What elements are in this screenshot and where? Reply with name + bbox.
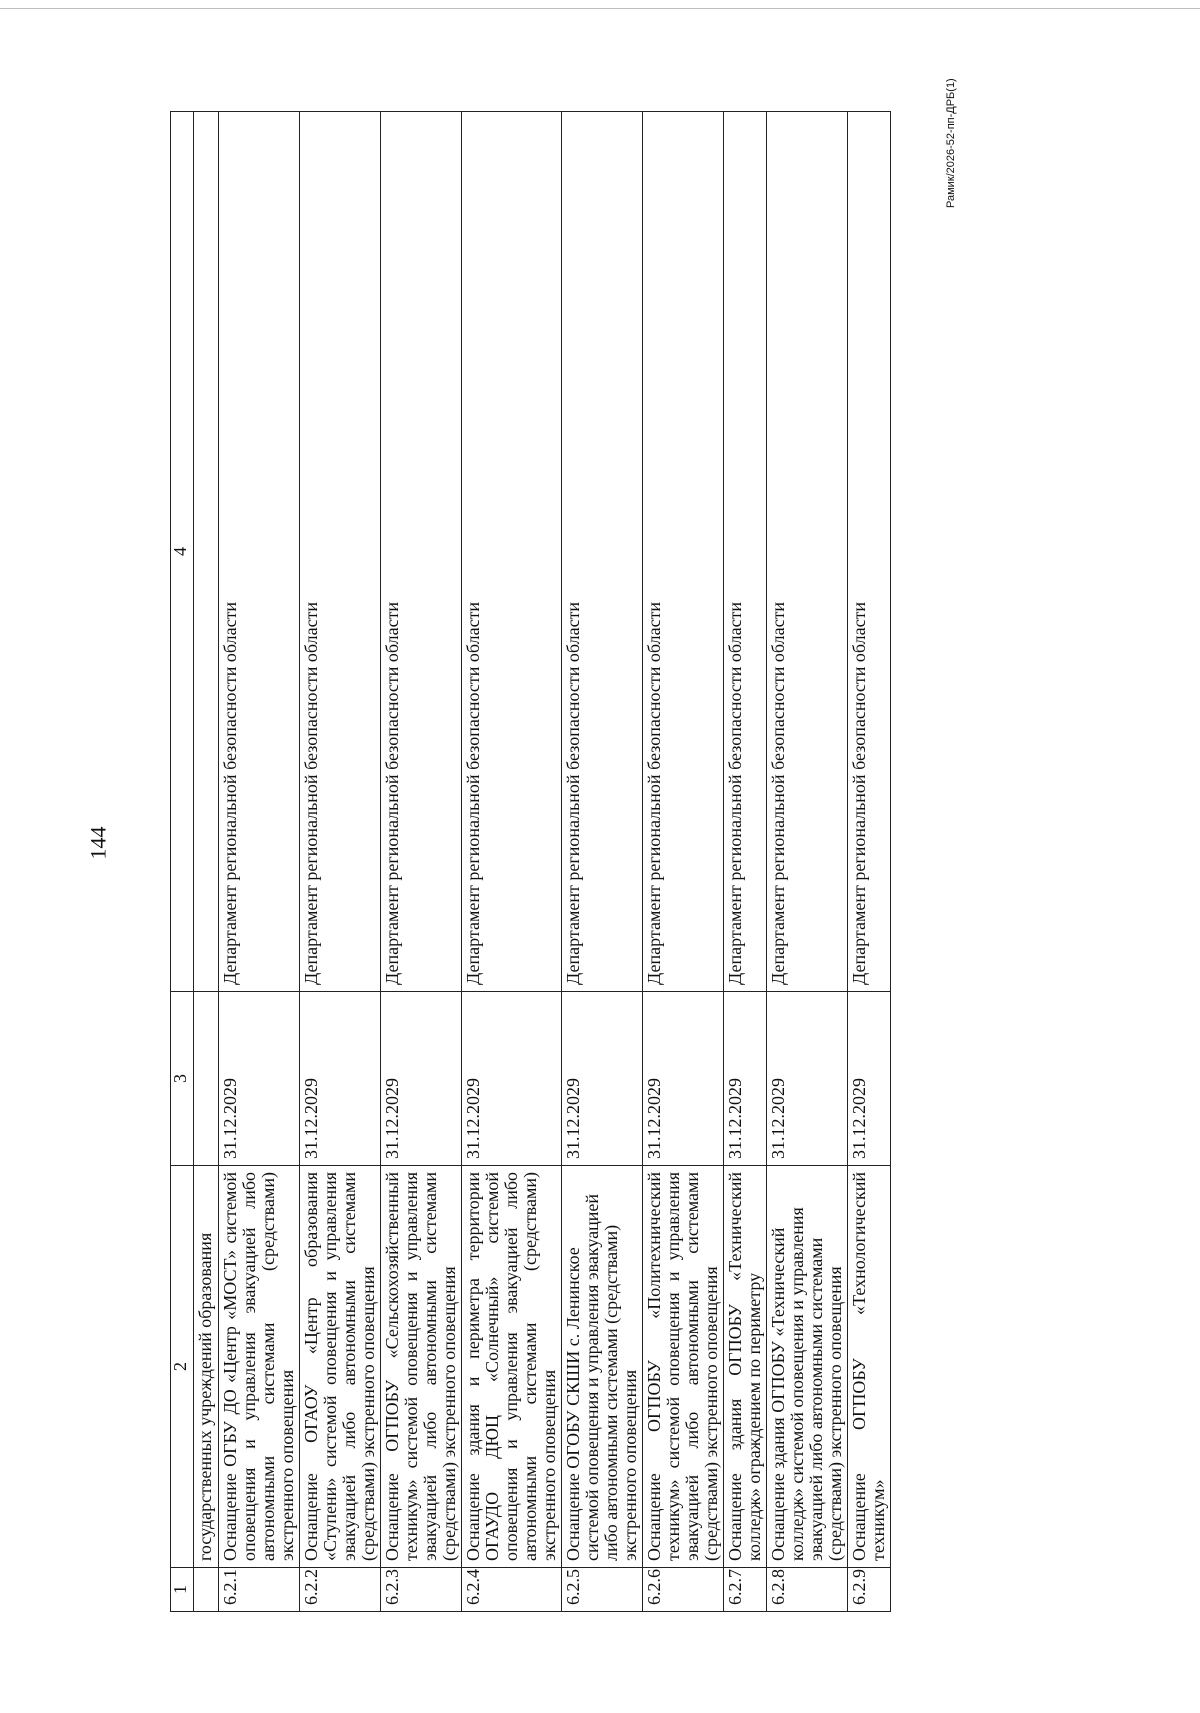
row-executor: Департамент региональной безопасности области bbox=[381, 112, 462, 992]
row-description: Оснащение ОГПОБУ «Технологический техникум» bbox=[848, 1166, 891, 1568]
row-description: Оснащение ОГАОУ «Центр образования «Ступени» системой оповещения и управления эвакуацией либо автономными системами (средствами) экстренного оповещения bbox=[300, 1166, 381, 1568]
row-number: 6.2.4 bbox=[462, 1568, 562, 1612]
section-tail-date bbox=[194, 992, 219, 1166]
table-row bbox=[724, 112, 767, 1612]
row-executor: Департамент региональной безопасности области bbox=[848, 112, 891, 992]
rotated-sheet bbox=[170, 112, 1142, 1612]
top-border-line bbox=[0, 0, 1200, 9]
page-number: 144 bbox=[85, 826, 111, 860]
header-col-3: 3 bbox=[171, 992, 194, 1166]
table-row bbox=[767, 112, 848, 1612]
row-description: Оснащение ОГПОБУ «Политехнический техникум» системой оповещения и управления эвакуацией либо автономными системами (средствами) экстренного оповещения bbox=[643, 1166, 724, 1568]
plan-table bbox=[170, 111, 891, 1612]
row-executor: Департамент региональной безопасности области bbox=[767, 112, 848, 992]
row-date: 31.12.2029 bbox=[462, 992, 562, 1166]
header-col-2: 2 bbox=[171, 1166, 194, 1568]
row-executor: Департамент региональной безопасности области bbox=[643, 112, 724, 992]
row-date: 31.12.2029 bbox=[767, 992, 848, 1166]
row-executor: Департамент региональной безопасности области bbox=[300, 112, 381, 992]
row-number: 6.2.5 bbox=[562, 1568, 643, 1612]
row-number: 6.2.1 bbox=[219, 1568, 300, 1612]
row-description: Оснащение ОГОБУ СКШИ с. Ленинское системой оповещения и управления эвакуацией либо автономными системами (средствами) экстренного оповещения bbox=[562, 1166, 643, 1568]
row-date: 31.12.2029 bbox=[848, 992, 891, 1166]
row-executor: Департамент региональной безопасности области bbox=[219, 112, 300, 992]
table-row bbox=[300, 112, 381, 1612]
row-description: Оснащение здания ОГПОБУ «Технический колледж» ограждением по периметру bbox=[724, 1166, 767, 1568]
table-row bbox=[643, 112, 724, 1612]
row-date: 31.12.2029 bbox=[381, 992, 462, 1166]
table-row bbox=[462, 112, 562, 1612]
row-description: Оснащение ОГПОБУ «Сельскохозяйственный техникум» системой оповещения и управления эвакуацией либо автономными системами (средствами) экстренного оповещения bbox=[381, 1166, 462, 1568]
row-number: 6.2.3 bbox=[381, 1568, 462, 1612]
row-number: 6.2.6 bbox=[643, 1568, 724, 1612]
document-code: Рамик/2026-52-пп-ДРБ(1) bbox=[945, 78, 957, 208]
row-date: 31.12.2029 bbox=[300, 992, 381, 1166]
row-date: 31.12.2029 bbox=[643, 992, 724, 1166]
header-col-1: 1 bbox=[171, 1568, 194, 1612]
row-number: 6.2.7 bbox=[724, 1568, 767, 1612]
section-tail-row bbox=[194, 112, 219, 1612]
table-row bbox=[848, 112, 891, 1612]
row-executor: Департамент региональной безопасности области bbox=[562, 112, 643, 992]
row-date: 31.12.2029 bbox=[562, 992, 643, 1166]
row-number: 6.2.9 bbox=[848, 1568, 891, 1612]
row-description: Оснащение здания ОГПОБУ «Технический колледж» системой оповещения и управления эвакуацией либо автономными системами (средствами) экстренного оповещения bbox=[767, 1166, 848, 1568]
header-col-4: 4 bbox=[171, 112, 194, 992]
section-tail-text: государственных учреждений образования bbox=[194, 1166, 219, 1568]
row-description: Оснащение здания и периметра территории ОГАУДО ДЮЦ «Солнечный» системой оповещения и управления эвакуацией либо автономными системами (средствами) экстренного оповещения bbox=[462, 1166, 562, 1568]
section-tail-num bbox=[194, 1568, 219, 1612]
table-row bbox=[562, 112, 643, 1612]
section-tail-executor bbox=[194, 112, 219, 992]
row-executor: Департамент региональной безопасности области bbox=[462, 112, 562, 992]
table-row bbox=[219, 112, 300, 1612]
row-date: 31.12.2029 bbox=[724, 992, 767, 1166]
header-row bbox=[171, 112, 194, 1612]
row-number: 6.2.2 bbox=[300, 1568, 381, 1612]
row-executor: Департамент региональной безопасности области bbox=[724, 112, 767, 992]
row-date: 31.12.2029 bbox=[219, 992, 300, 1166]
row-description: Оснащение ОГБУ ДО «Центр «МОСТ» системой оповещения и управления эвакуацией либо автономными системами (средствами) экстренного оповещения bbox=[219, 1166, 300, 1568]
row-number: 6.2.8 bbox=[767, 1568, 848, 1612]
table-row bbox=[381, 112, 462, 1612]
